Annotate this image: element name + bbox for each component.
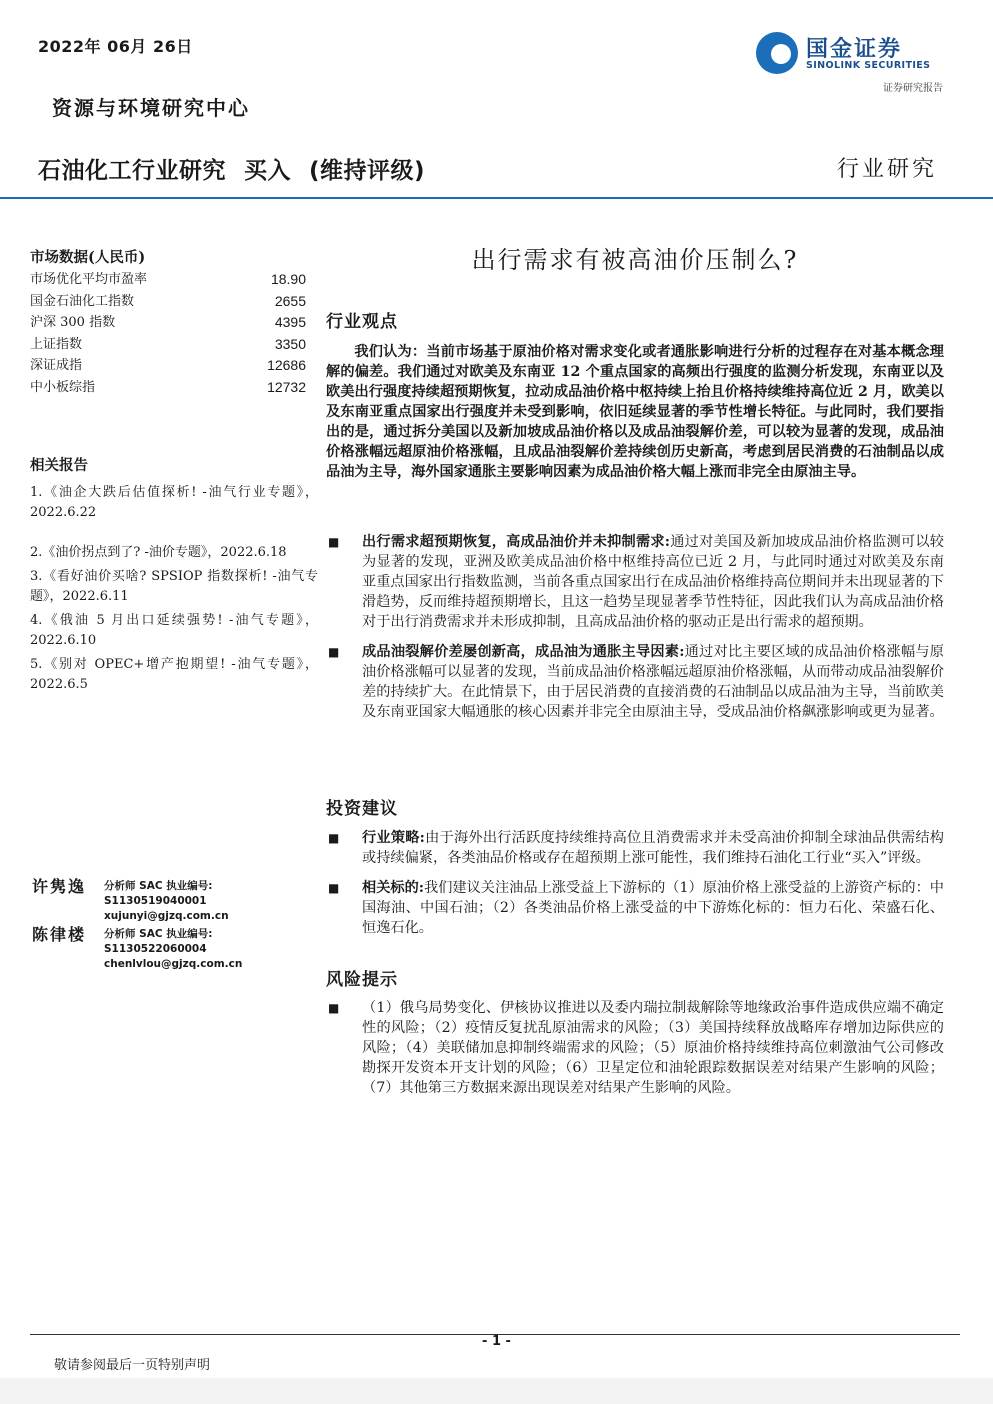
invest-bullets [326, 828, 944, 938]
market-value: 12732 [267, 378, 306, 395]
market-row [30, 291, 310, 313]
logo-mark-icon [756, 32, 798, 74]
industry-name: 石油化工行业研究 [38, 158, 226, 184]
bullet-item [326, 828, 944, 868]
market-row [30, 334, 310, 356]
related-report-link[interactable]: 5.《别对 OPEC+增产抱期望! -油气专题》，2022.6.5 [30, 657, 318, 692]
logo-cn: 国金证券 [806, 37, 903, 62]
market-label: 沪深 300 指数 [30, 315, 116, 330]
market-heading: 市场数据(人民币) [30, 249, 146, 266]
bullet-text [362, 828, 944, 868]
view-paragraph: 我们认为：当前市场基于原油价格对需求变化或者通胀影响进行分析的过程存在对基本概念理解的偏差。我们通过对欧美及东南亚 12 个重点国家的高频出行强度的监测分析发现，东南亚以及欧美出行强度持续超预期恢复，拉动成品油价格中枢持续上抬且价格持续维持高位近 2 月，欧美以及东南亚重点国家出行强度并未受到影响，依旧延续显著的季节性增长特征。与此同时，我们要指出的是，通过拆分美国以及新加坡成品油价格以及成品油裂解价差，可以较为显著的发现，成品油价格涨幅远超原油价格涨幅，且成品油裂解价差持续创历史新高，考虑到居民消费的石油制品以成品油为主导，海外国家通胀主要影响因素为成品油价格大幅上涨而非完全由原油主导。 [326, 344, 944, 480]
section-heading-view: 行业观点 [326, 312, 398, 332]
bullet-square-icon: ■ [328, 881, 340, 895]
market-value: 4395 [274, 314, 306, 330]
bullet-text [362, 642, 944, 722]
market-value: 2655 [274, 292, 306, 309]
market-row [30, 269, 310, 291]
market-row [30, 377, 310, 399]
risk-text: （1）俄乌局势变化、伊核协议推进以及委内瑞拉制裁解除等地缘政治事件造成供应端不确定性的风险；（2）疫情反复扰乱原油需求的风险；（3）美国持续释放战略库存增加边际供应的风险；（4）美联储加息抑制终端需求的风险；（5）原油价格持续维持高位刺激油气公司修改勘探开发资本开支计划的风险；（6）卫星定位和油轮跟踪数据误差对结果产生影响的风险；（7）其他第三方数据来源出现误差对结果产生影响的风险。 [362, 1000, 944, 1096]
page-number: - 1 - [482, 1334, 511, 1349]
analyst-name: 许隽逸 [32, 877, 87, 896]
market-label: 深证成指 [30, 358, 83, 373]
logo-subtitle: 证券研究报告 [883, 83, 943, 94]
bottom-bar [0, 1378, 993, 1404]
bullet-square-icon: ■ [328, 1001, 340, 1015]
bullet-text [362, 878, 944, 938]
market-value: 18.90 [270, 271, 306, 287]
view-bullets [326, 532, 944, 722]
footer-note: 敬请参阅最后一页特别声明 [54, 1358, 211, 1373]
market-data-panel [30, 246, 310, 398]
view-summary [326, 342, 944, 482]
related-report-link[interactable]: 4.《俄油 5 月出口延续强势! -油气专题》，2022.6.10 [30, 613, 318, 648]
research-center: 资源与环境研究中心 [52, 96, 250, 120]
bullet-lead: 相关标的: [362, 880, 425, 896]
section-heading-risk: 风险提示 [326, 970, 398, 990]
bullet-item [326, 878, 944, 938]
analyst-email[interactable]: chenlvlou@gjzq.com.cn [104, 958, 243, 970]
company-logo [756, 30, 946, 78]
section-heading-invest: 投资建议 [326, 799, 398, 819]
analyst-card [32, 874, 317, 922]
related-reports [30, 454, 318, 695]
market-value: 3350 [274, 335, 306, 352]
analyst-info [104, 879, 317, 924]
market-value: 12686 [267, 357, 306, 373]
market-label: 上证指数 [30, 336, 83, 352]
bullet-text [362, 532, 944, 632]
risk-bullets [326, 998, 944, 1098]
industry-title [38, 152, 443, 185]
market-label: 市场优化平均市盈率 [30, 272, 148, 287]
market-label: 中小板综指 [30, 379, 96, 395]
report-date: 2022年 06月 26日 [38, 37, 193, 56]
logo-en: SINOLINK SECURITIES [806, 60, 931, 71]
bullet-body: 通过对美国及新加坡成品油价格监测可以较为显著的发现，亚洲及欧美成品油价格中枢维持高位已近 2 月，与此同时通过对欧美及东南亚重点国家出行指数监测，当前各重点国家出行在成品油价格维持高位期间并未出现显著的下滑趋势，反而维持超预期增长，且这一趋势呈现显著季节性特征，因此我们认为高成品油价格对于出行消费需求并未形成抑制，且高成品油价格的驱动正是出行需求的超预期。 [362, 534, 944, 630]
market-row [30, 312, 310, 334]
rating: 买入 [244, 158, 291, 184]
analyst-card [32, 922, 317, 970]
related-heading: 相关报告 [30, 457, 88, 474]
analyst-email[interactable]: xujunyi@gjzq.com.cn [104, 910, 229, 922]
related-report-link[interactable]: 2.《油价拐点到了? -油价专题》，2022.6.18 [30, 545, 287, 560]
market-label: 国金石油化工指数 [30, 293, 135, 309]
bullet-body: 我们建议关注油品上涨受益上下游标的（1）原油价格上涨受益的上游资产标的：中国海油、中国石油；（2）各类油品价格上涨受益的中下游炼化标的：恒力石化、荣盛石化、恒逸石化。 [362, 880, 944, 936]
bullet-square-icon: ■ [328, 535, 340, 549]
bullet-body: 由于海外出行活跃度持续维持高位且消费需求并未受高油价抑制全球油品供需结构或持续偏紧，各类油品价格或存在超预期上涨可能性，我们维持石油化工行业“买入”评级。 [362, 830, 944, 866]
report-title: 出行需求有被高油价压制么? [471, 246, 799, 274]
report-type: 行业研究 [836, 157, 937, 182]
header-divider [0, 197, 993, 199]
bullet-lead: 行业策略: [362, 830, 425, 846]
related-report-link[interactable]: 1.《油企大跌后估值探析! -油气行业专题》，2022.6.22 [30, 485, 318, 520]
analyst-name: 陈律楼 [32, 925, 87, 944]
bullet-lead: 出行需求超预期恢复，高成品油价并未抑制需求: [362, 534, 671, 550]
rating-note: (维持评级) [309, 158, 426, 184]
analyst-sac: 分析师 SAC 执业编号: S1130522060004 [104, 928, 213, 955]
analyst-sac: 分析师 SAC 执业编号: S1130519040001 [104, 880, 213, 907]
bullet-item [326, 532, 944, 632]
market-row [30, 355, 310, 377]
bullet-lead: 成品油裂解价差屡创新高，成品油为通胀主导因素: [362, 644, 685, 660]
bullet-item [326, 642, 944, 722]
bullet-body: 通过对比主要区域的成品油价格涨幅与原油价格涨幅可以显著的发现，当前成品油价格涨幅远超原油价格涨幅，从而带动成品油裂解价差的持续扩大。在此情景下，由于居民消费的直接消费的石油制品以成品油为主导，当前欧美及东南亚国家大幅通胀的核心因素并非完全由原油主导，受成品油价格飙涨影响或更为显著。 [362, 644, 944, 720]
analyst-info [104, 927, 317, 972]
bullet-square-icon: ■ [328, 831, 340, 845]
bullet-square-icon: ■ [328, 645, 340, 659]
bullet-item [326, 998, 944, 1098]
related-report-link[interactable]: 3.《看好油价买啥? SPSIOP 指数探析! -油气专题》，2022.6.11 [30, 569, 318, 604]
